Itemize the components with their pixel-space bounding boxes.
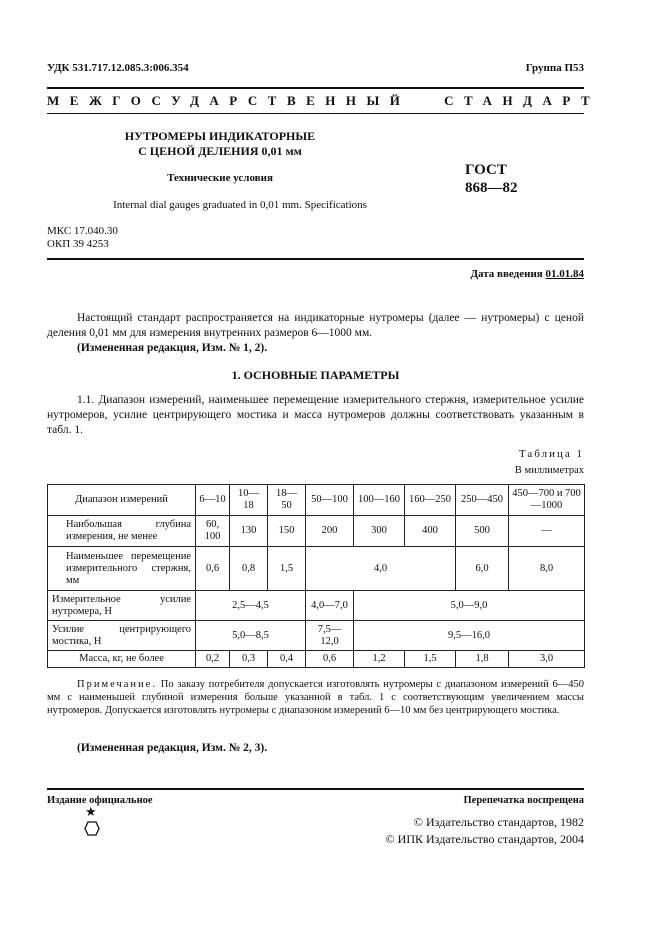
amendment-note-1: (Измененная редакция, Изм. № 1, 2). bbox=[77, 342, 268, 354]
introduction-date bbox=[470, 268, 584, 280]
table-row-centering-force bbox=[48, 621, 585, 651]
table-cell: 400 bbox=[405, 516, 456, 547]
table-cell: 0,6 bbox=[306, 651, 354, 668]
table-cell: 7,5—12,0 bbox=[306, 621, 354, 651]
table-header-row bbox=[48, 485, 585, 516]
table-cell: 4,0 bbox=[306, 547, 456, 591]
table-cell: 150 bbox=[268, 516, 306, 547]
gost-block bbox=[465, 161, 518, 197]
title-line-2: С ЦЕНОЙ ДЕЛЕНИЯ 0,01 мм bbox=[138, 144, 302, 158]
hexagon-icon bbox=[84, 821, 100, 836]
table-cell: 2,5—4,5 bbox=[196, 591, 306, 621]
table-cell: 3,0 bbox=[509, 651, 585, 668]
table-cell: 200 bbox=[306, 516, 354, 547]
reprint-prohibited: Перепечатка воспрещена bbox=[463, 795, 584, 806]
table-cell: 1,5 bbox=[268, 547, 306, 591]
mks-code: МКС 17.040.30 bbox=[47, 225, 118, 237]
intro-paragraph: Настоящий стандарт распространяется на индикаторные нутромеры (далее — нутромеры) с ценой деления 0,01 мм для измерения внутренних размеров 6—1000 мм. bbox=[47, 312, 584, 339]
table-cell: 6,0 bbox=[456, 547, 509, 591]
header-cell: 10—18 bbox=[230, 485, 268, 516]
row-label: Измерительное усилие нутромера, Н bbox=[48, 591, 196, 621]
header-cell: Диапазон измерений bbox=[48, 485, 196, 516]
star-icon: ★ bbox=[85, 805, 97, 820]
amendment-note-2: (Измененная редакция, Изм. № 2, 3). bbox=[77, 742, 268, 754]
table-cell: — bbox=[509, 516, 585, 547]
codes-rule bbox=[47, 258, 584, 260]
parameters-table bbox=[47, 484, 585, 668]
interstate-standard-banner: МЕЖГОСУДАРСТВЕННЫЙ СТАНДАРТ bbox=[47, 93, 601, 108]
okp-code: ОКП 39 4253 bbox=[47, 238, 109, 250]
banner-rule bbox=[47, 113, 584, 114]
header-cell: 18—50 bbox=[268, 485, 306, 516]
table-units: В миллиметрах bbox=[514, 465, 584, 476]
table-cell: 0,3 bbox=[230, 651, 268, 668]
intro-date-label: Дата введения bbox=[470, 268, 543, 280]
table-cell: 60, 100 bbox=[196, 516, 230, 547]
table-cell: 1,2 bbox=[354, 651, 405, 668]
header-cell: 50—100 bbox=[306, 485, 354, 516]
table-cell: 500 bbox=[456, 516, 509, 547]
table-cell: 0,4 bbox=[268, 651, 306, 668]
intro-date-value: 01.01.84 bbox=[545, 268, 584, 280]
table-note bbox=[47, 678, 584, 717]
header-cell: 6—10 bbox=[196, 485, 230, 516]
copyright-2004: © ИПК Издательство стандартов, 2004 bbox=[385, 832, 584, 846]
table-cell: 8,0 bbox=[509, 547, 585, 591]
table-row-mass bbox=[48, 651, 585, 668]
table-cell: 130 bbox=[230, 516, 268, 547]
header-cell: 450—700 и 700—1000 bbox=[509, 485, 585, 516]
note-label: Примечание. bbox=[77, 679, 157, 690]
table-cell: 5,0—9,0 bbox=[354, 591, 585, 621]
table-cell: 5,0—8,5 bbox=[196, 621, 306, 651]
copyright-block bbox=[386, 814, 584, 848]
row-label: Наибольшая глубина измерения, не менее bbox=[48, 516, 196, 547]
row-label: Наименьшее перемещение измерительного стержня, мм bbox=[48, 547, 196, 591]
subtitle: Технические условия bbox=[167, 172, 273, 184]
table-cell: 300 bbox=[354, 516, 405, 547]
header-cell: 100—160 bbox=[354, 485, 405, 516]
row-label: Масса, кг, не более bbox=[48, 651, 196, 668]
classification-codes bbox=[47, 225, 118, 251]
document-title bbox=[90, 129, 350, 159]
section-title: 1. ОСНОВНЫЕ ПАРАМЕТРЫ bbox=[231, 368, 400, 382]
table-cell: 0,2 bbox=[196, 651, 230, 668]
gost-label: ГОСТ bbox=[465, 162, 507, 178]
title-line-1: НУТРОМЕРЫ ИНДИКАТОРНЫЕ bbox=[124, 129, 316, 143]
table-row-depth bbox=[48, 516, 585, 547]
clause-1-1: 1.1. Диапазон измерений, наименьшее перемещение измерительного стержня, измерительное усилие нутромеров, усилие центрирующего мостика и масса нутромеров должны соответствовать указанным в табл. 1. bbox=[47, 394, 584, 436]
group-code: Группа П53 bbox=[525, 62, 584, 74]
table-cell: 0,6 bbox=[196, 547, 230, 591]
udk-code: УДК 531.717.12.085.3:006.354 bbox=[47, 62, 189, 74]
official-edition: Издание официальное bbox=[47, 795, 153, 806]
note-text: По заказу потребителя допускается изготовлять нутромеры с диапазоном измерений 6—450 мм с наименьшей глубиной измерения больше указанной в табл. 1 с соответствующим увеличением массы нутромеров. Допускается изготовлять нутромеры с диапазоном измерений 6—10 мм без центрирующего мостика. bbox=[47, 679, 584, 716]
english-title: Internal dial gauges graduated in 0,01 mm. Specifications bbox=[113, 199, 367, 211]
table-cell: 1,8 bbox=[456, 651, 509, 668]
footer-rule bbox=[47, 788, 584, 790]
table-row-travel bbox=[48, 547, 585, 591]
table-cell: 1,5 bbox=[405, 651, 456, 668]
gost-number: 868—82 bbox=[465, 180, 518, 196]
top-rule bbox=[47, 87, 584, 89]
table-row-measuring-force bbox=[48, 591, 585, 621]
copyright-1982: © Издательство стандартов, 1982 bbox=[413, 815, 584, 829]
table-caption: Таблица 1 bbox=[518, 448, 584, 460]
table-cell: 4,0—7,0 bbox=[306, 591, 354, 621]
header-cell: 250—450 bbox=[456, 485, 509, 516]
row-label: Усилие центрирующего мостика, Н bbox=[48, 621, 196, 651]
table-cell: 0,8 bbox=[230, 547, 268, 591]
header-cell: 160—250 bbox=[405, 485, 456, 516]
table-cell: 9,5—16,0 bbox=[354, 621, 585, 651]
